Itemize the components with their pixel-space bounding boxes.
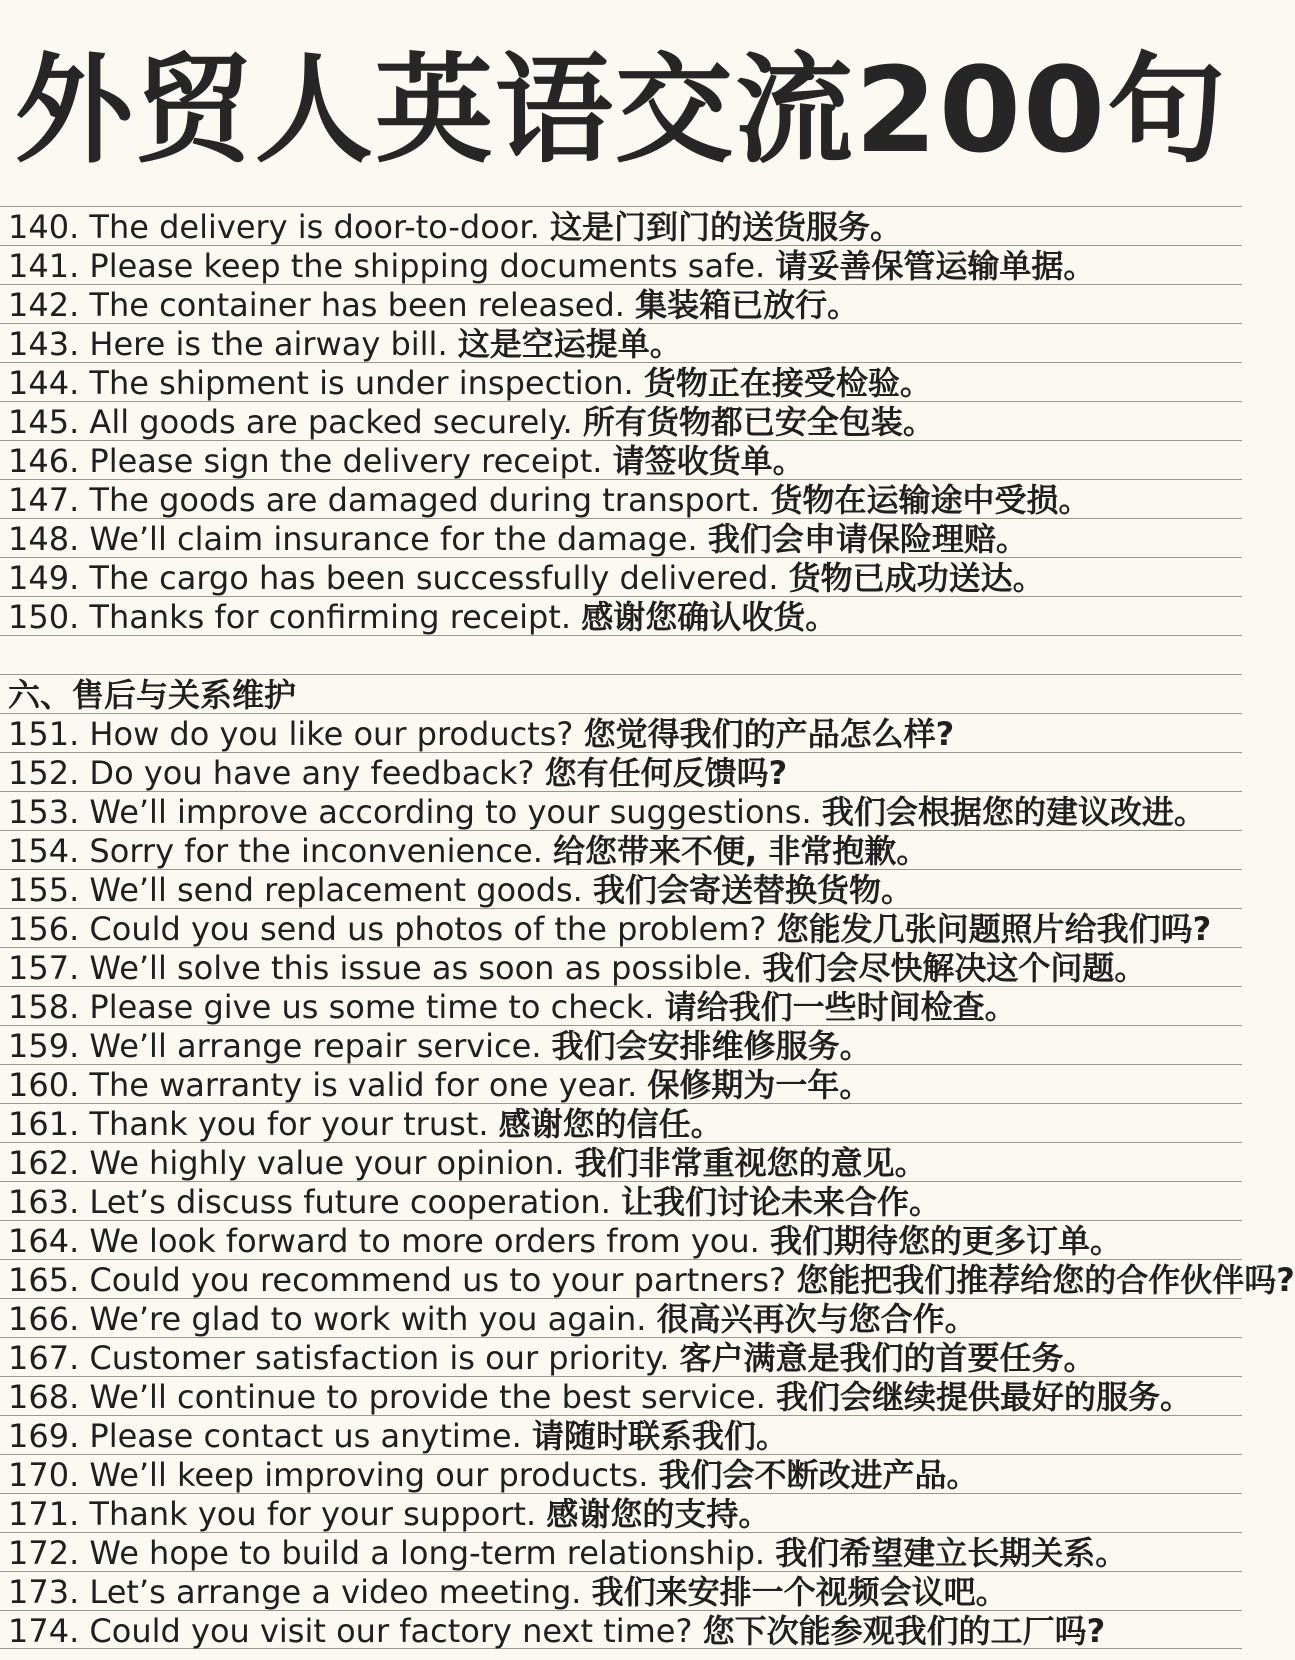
phrase-row [0,947,1242,986]
phrase-row [0,1610,1242,1649]
phrase-chinese: 这是门到门的送货服务。 [549,208,902,246]
phrase-number: 145. [8,403,80,441]
phrase-english: Let’s arrange a video meeting. [89,1573,582,1611]
phrase-row [0,1571,1242,1610]
phrase-number: 152. [8,754,80,792]
phrase-chinese: 我们期待您的更多订单。 [769,1222,1122,1260]
phrase-english: Customer satisfaction is our priority. [89,1339,670,1377]
phrase-chinese: 我们会根据您的建议改进。 [821,793,1206,831]
phrase-english: Here is the airway bill. [89,325,448,363]
phrase-row [0,323,1242,362]
phrase-row [0,1415,1242,1454]
phrase-row [0,284,1242,323]
phrase-chinese: 请随时联系我们。 [531,1417,788,1455]
phrase-english: We’ll keep improving our products. [89,1456,649,1494]
phrase-chinese: 货物已成功送达。 [788,559,1045,597]
phrase-row [0,206,1242,245]
phrase-number: 167. [8,1339,80,1377]
phrase-chinese: 您下次能参观我们的工厂吗? [702,1612,1106,1650]
phrase-chinese: 我们会安排维修服务。 [551,1027,872,1065]
phrase-number: 173. [8,1573,80,1611]
phrase-number: 168. [8,1378,80,1416]
phrase-number: 159. [8,1027,80,1065]
phrase-english: Could you visit our factory next time? [89,1612,693,1650]
phrase-english: Could you recommend us to your partners? [89,1261,787,1299]
page-title: 外贸人英语交流200句 [14,41,1228,179]
phrase-english: The goods are damaged during transport. [89,481,761,519]
phrase-english: Please contact us anytime. [89,1417,522,1455]
phrase-chinese: 我们会寄送替换货物。 [593,871,914,909]
phrase-row [0,1025,1242,1064]
phrase-row [0,1181,1242,1220]
phrase-number: 153. [8,793,80,831]
phrase-number: 143. [8,325,80,363]
phrase-row [0,908,1242,947]
phrase-chinese: 很高兴再次与您合作。 [656,1300,977,1338]
phrase-english: We hope to build a long-term relationship. [89,1534,766,1572]
phrase-english: The shipment is under inspection. [89,364,634,402]
phrase-chinese: 您能发几张问题照片给我们吗? [776,910,1212,948]
phrase-number: 146. [8,442,80,480]
phrase-row [0,986,1242,1025]
phrase-row [0,713,1242,752]
phrase-chinese: 这是空运提单。 [457,325,682,363]
phrase-chinese: 请给我们一些时间检查。 [664,988,1017,1026]
phrase-english: The delivery is door-to-door. [89,208,540,246]
phrase-number: 142. [8,286,80,324]
phrase-english: Could you send us photos of the problem? [89,910,767,948]
phrase-number: 144. [8,364,80,402]
phrase-number: 169. [8,1417,80,1455]
phrase-row [0,1142,1242,1181]
phrase-chinese: 我们来安排一个视频会议吧。 [591,1573,1008,1611]
phrase-row [0,1064,1242,1103]
phrase-row [0,869,1242,908]
phrase-english: Do you have any feedback? [89,754,535,792]
phrase-number: 158. [8,988,80,1026]
phrase-english: We’ll continue to provide the best service. [89,1378,766,1416]
phrase-number: 161. [8,1105,80,1143]
phrase-row [0,830,1242,869]
phrase-number: 163. [8,1183,80,1221]
phrase-english: We highly value your opinion. [89,1144,565,1182]
phrase-row [0,1532,1242,1571]
phrase-english: Thank you for your trust. [89,1105,489,1143]
phrase-english: Please give us some time to check. [89,988,655,1026]
phrase-chinese: 感谢您的支持。 [546,1495,771,1533]
phrase-number: 155. [8,871,80,909]
phrase-row [0,1220,1242,1259]
phrase-english: Sorry for the inconvenience. [89,832,543,870]
phrase-number: 164. [8,1222,80,1260]
phrase-chinese: 您能把我们推荐给您的合作伙伴吗? [796,1261,1295,1299]
phrase-chinese: 您觉得我们的产品怎么样? [583,715,955,753]
phrase-number: 165. [8,1261,80,1299]
phrase-number: 174. [8,1612,80,1650]
phrase-chinese: 我们会尽快解决这个问题。 [762,949,1147,987]
phrase-english: We’ll send replacement goods. [89,871,583,909]
phrase-number: 149. [8,559,80,597]
phrase-chinese: 我们非常重视您的意见。 [574,1144,927,1182]
phrase-number: 151. [8,715,80,753]
phrase-english: We’ll improve according to your suggestions. [89,793,812,831]
phrase-number: 170. [8,1456,80,1494]
phrase-chinese: 让我们讨论未来合作。 [621,1183,942,1221]
phrase-row [0,1454,1242,1493]
phrase-english: We’ll solve this issue as soon as possible. [89,949,753,987]
phrase-english: Thank you for your support. [89,1495,537,1533]
phrase-chinese: 您有任何反馈吗? [544,754,788,792]
phrase-english: The container has been released. [89,286,625,324]
phrase-chinese: 货物正在接受检验。 [643,364,932,402]
phrase-chinese: 感谢您确认收货。 [581,598,838,636]
phrase-english: We’re glad to work with you again. [89,1300,647,1338]
section-heading: 六、售后与关系维护 [0,674,1242,713]
phrase-list [0,206,1295,1650]
phrase-row [0,401,1242,440]
phrase-row [0,440,1242,479]
phrase-chinese: 货物在运输途中受损。 [770,481,1091,519]
phrase-english: We’ll arrange repair service. [89,1027,542,1065]
phrase-number: 154. [8,832,80,870]
phrase-chinese: 客户满意是我们的首要任务。 [679,1339,1096,1377]
phrase-row [0,245,1242,284]
phrase-row [0,791,1242,830]
phrase-chinese: 感谢您的信任。 [498,1105,723,1143]
phrase-english: We look forward to more orders from you. [89,1222,760,1260]
phrase-number: 156. [8,910,80,948]
phrase-row [0,1103,1242,1142]
phrase-number: 171. [8,1495,80,1533]
phrase-number: 140. [8,208,80,246]
phrase-number: 147. [8,481,80,519]
phrase-english: Thanks for confirming receipt. [89,598,572,636]
phrase-chinese: 我们会不断改进产品。 [658,1456,979,1494]
phrase-row [0,1298,1242,1337]
phrase-number: 157. [8,949,80,987]
phrase-row [0,518,1242,557]
phrase-row [0,1376,1242,1415]
phrase-english: The warranty is valid for one year. [89,1066,638,1104]
phrase-chinese: 所有货物都已安全包装。 [582,403,935,441]
phrase-chinese: 我们希望建立长期关系。 [775,1534,1128,1572]
phrase-number: 162. [8,1144,80,1182]
phrase-english: How do you like our products? [89,715,574,753]
phrase-chinese: 请妥善保管运输单据。 [775,247,1096,285]
phrase-row [0,1337,1242,1376]
phrase-row [0,1493,1242,1532]
phrase-row [0,557,1242,596]
phrase-english: Please keep the shipping documents safe. [89,247,766,285]
phrase-row [0,362,1242,401]
phrase-number: 172. [8,1534,80,1572]
phrase-number: 160. [8,1066,80,1104]
phrase-number: 141. [8,247,80,285]
phrase-row [0,479,1242,518]
phrase-english: All goods are packed securely. [89,403,573,441]
phrase-chinese: 保修期为一年。 [647,1066,872,1104]
phrase-english: We’ll claim insurance for the damage. [89,520,698,558]
phrase-chinese: 集装箱已放行。 [635,286,860,324]
phrase-english: The cargo has been successfully delivered. [89,559,779,597]
phrase-chinese: 我们会申请保险理赔。 [707,520,1028,558]
phrase-row [0,752,1242,791]
phrase-number: 148. [8,520,80,558]
phrase-chinese: 请签收货单。 [612,442,805,480]
blank-ruled-line [0,635,1242,674]
phrase-english: Please sign the delivery receipt. [89,442,603,480]
phrase-chinese: 给您带来不便, 非常抱歉。 [553,832,929,870]
phrase-english: Let’s discuss future cooperation. [89,1183,611,1221]
phrase-chinese: 我们会继续提供最好的服务。 [776,1378,1193,1416]
phrase-number: 166. [8,1300,80,1338]
phrase-row [0,1259,1295,1299]
phrase-row [0,596,1242,635]
phrase-number: 150. [8,598,80,636]
